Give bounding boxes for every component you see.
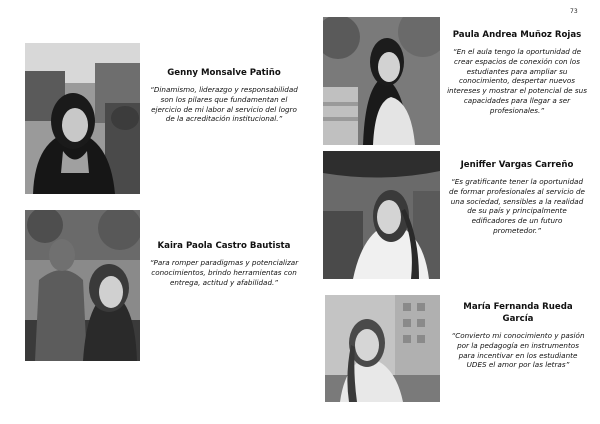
profile-name: María Fernanda Rueda García <box>463 302 573 324</box>
profile-kaira <box>146 240 302 287</box>
profile-name: Jeniffer Vargas Carreño <box>460 160 574 170</box>
profile-name: Paula Andrea Muñoz Rojas <box>452 30 582 40</box>
profile-quote: “Para romper paradigmas y potencializar conocimientos, brindo herramientas con entrega, actitud y afabilidad.” <box>149 258 299 287</box>
portrait-photo-jeniffer <box>323 151 440 279</box>
profile-quote: “Dinamismo, liderazgo y responsabilidad son los pilares que fundamentan el ejercicio de mi labor al servicio del logro de la acreditación institucional.” <box>150 85 298 124</box>
profile-name: Genny Monsalve Patiño <box>167 68 281 78</box>
profile-quote: “Convierto mi conocimiento y pasión por la pedagogía en instrumentos para incentivar en los estudiante UDES el amor por las letras” <box>451 331 585 370</box>
page-number: 73 <box>570 8 578 15</box>
profile-name: Kaira Paola Castro Bautista <box>157 241 291 251</box>
profile-quote: “En el aula tengo la oportunidad de crear espacios de conexión con los estudiantes para ampliar su conocimiento, despertar nuevos intereses y mostrar el potencial de sus capacidades para llegar a ser profesionales.” <box>447 47 587 115</box>
profile-genny <box>146 67 302 124</box>
profile-quote: “Es gratificante tener la oportunidad de formar profesionales al servicio de una sociedad, sensibles a la realidad de su país y principalmente edificadores de un futuro prometedor.” <box>449 177 585 235</box>
portrait-photo-paula <box>323 17 440 145</box>
profile-maria-fernanda <box>451 301 585 370</box>
portrait-photo-maria-fernanda <box>325 295 440 402</box>
profile-jeniffer <box>447 159 587 236</box>
portrait-photo-kaira <box>25 210 140 361</box>
profile-paula <box>447 29 587 116</box>
portrait-photo-genny <box>25 43 140 194</box>
